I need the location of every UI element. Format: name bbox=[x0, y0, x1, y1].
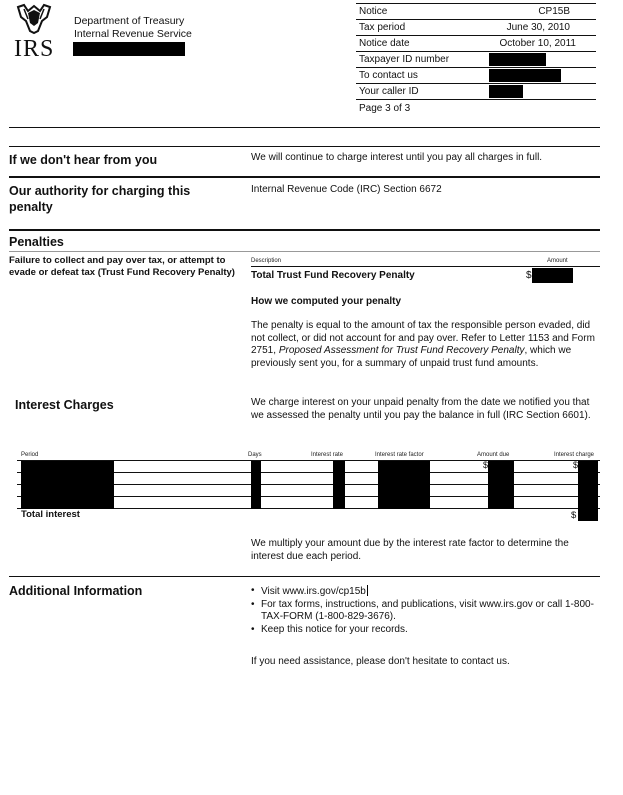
amount-due-currency: $ bbox=[483, 460, 489, 470]
notice-label: Notice bbox=[359, 6, 388, 17]
redacted-address bbox=[73, 42, 185, 56]
redacted-days bbox=[251, 461, 261, 509]
taxpayer-id-row bbox=[356, 52, 596, 68]
irs-logo bbox=[14, 3, 56, 62]
text-cursor-icon bbox=[367, 585, 368, 596]
redacted-periods bbox=[21, 461, 114, 509]
service-name: Internal Revenue Service bbox=[74, 28, 192, 40]
bullet-visit-irs bbox=[261, 585, 596, 599]
department-name: Department of Treasury bbox=[74, 15, 185, 27]
total-interest-currency: $ bbox=[571, 510, 577, 521]
bullet-tax-forms: • For tax forms, instructions, and publications, visit www.irs.gov or call 1-800-TAX-FORM (1-800-829-3676). bbox=[261, 599, 596, 624]
eagle-emblem-icon bbox=[14, 3, 54, 35]
additional-list bbox=[251, 585, 596, 636]
penalties-subtitle: Failure to collect and pay over tax, or attempt to evade or defeat tax (Trust Fund Recovery Penalty) bbox=[9, 255, 235, 278]
redacted-penalty-amount bbox=[532, 268, 573, 283]
interest-footnote: We multiply your amount due by the interest rate factor to determine the interest due each period. bbox=[251, 538, 569, 562]
redacted-contact bbox=[489, 69, 561, 82]
tax-period-value: June 30, 2010 bbox=[506, 22, 570, 33]
notice-date-row bbox=[356, 36, 596, 52]
irs-logo-text: IRS bbox=[14, 36, 55, 62]
total-penalty-label: Total Trust Fund Recovery Penalty bbox=[251, 270, 415, 281]
total-interest-label: Total interest bbox=[21, 509, 80, 520]
col-days: Days bbox=[248, 452, 262, 458]
interest-text: We charge interest on your unpaid penalty from the date we notified you that we assessed the penalty until you pay the balance in full (IRC Section 6601). bbox=[251, 397, 591, 421]
contact-row bbox=[356, 68, 596, 84]
col-period: Period bbox=[21, 452, 39, 458]
how-text-part1: The penalty is equal to the amount of tax the responsible person evaded, did not collect, or did not account for and pay over. Refer to Letter 1153 and Form 2751, bbox=[251, 320, 595, 356]
redacted-rate-factors bbox=[378, 461, 430, 509]
total-penalty-currency: $ bbox=[526, 270, 532, 281]
divider-penalties-sub bbox=[9, 251, 600, 252]
taxpayer-id-label: Taxpayer ID number bbox=[359, 54, 450, 65]
col-description-header: Description bbox=[251, 258, 282, 264]
redacted-interest-rates bbox=[333, 461, 345, 509]
caller-id-label: Your caller ID bbox=[359, 86, 419, 97]
redacted-taxpayer-id bbox=[489, 53, 546, 66]
notice-date-label: Notice date bbox=[359, 38, 410, 49]
visit-link[interactable]: Visit www.irs.gov/cp15b bbox=[261, 586, 366, 597]
no-hear-text: We will continue to charge interest until you pay all charges in full. bbox=[251, 152, 543, 163]
closing-text: If you need assistance, please don't hesitate to contact us. bbox=[251, 656, 510, 667]
divider-authority bbox=[9, 176, 600, 178]
divider-penalties bbox=[9, 229, 600, 231]
contact-label: To contact us bbox=[359, 70, 418, 81]
redacted-amounts-due bbox=[488, 461, 514, 509]
divider-additional bbox=[9, 576, 600, 577]
col-interest-rate: Interest rate bbox=[311, 452, 344, 458]
redacted-caller-id bbox=[489, 85, 523, 98]
notice-value: CP15B bbox=[538, 6, 570, 17]
interest-charge-currency: $ bbox=[573, 460, 579, 470]
col-interest-charge: Interest charge bbox=[554, 452, 595, 458]
no-hear-title: If we don't hear from you bbox=[9, 153, 158, 167]
notice-row bbox=[356, 3, 596, 20]
authority-text: Internal Revenue Code (IRC) Section 6672 bbox=[251, 184, 442, 195]
divider-no-hear bbox=[9, 146, 600, 147]
tax-period-row bbox=[356, 20, 596, 36]
how-computed-title: How we computed your penalty bbox=[251, 296, 402, 307]
additional-title: Additional Information bbox=[9, 584, 143, 598]
caller-id-row bbox=[356, 84, 596, 100]
notice-info-table bbox=[356, 3, 596, 114]
col-amount-due: Amount due bbox=[477, 452, 510, 458]
col-amount-header: Amount bbox=[547, 258, 568, 264]
penalties-title: Penalties bbox=[9, 235, 64, 249]
how-computed-text bbox=[251, 320, 596, 370]
page-number: Page 3 of 3 bbox=[359, 103, 411, 114]
tax-period-label: Tax period bbox=[359, 22, 406, 33]
penalty-header-rule bbox=[251, 266, 600, 267]
authority-title: Our authority for charging this penalty bbox=[9, 184, 191, 214]
bullet-keep-notice: • Keep this notice for your records. bbox=[261, 624, 596, 637]
notice-date-value: October 10, 2011 bbox=[499, 38, 576, 49]
interest-title: Interest Charges bbox=[15, 398, 114, 412]
how-text-part2: , which we previously sent you, for a summary of unpaid trust fund amounts. bbox=[251, 345, 572, 369]
additional-bullets bbox=[251, 585, 596, 636]
redacted-interest-charges bbox=[578, 461, 598, 521]
agency-name bbox=[74, 15, 192, 41]
col-rate-factor: Interest rate factor bbox=[375, 452, 424, 458]
form-title-italic: Proposed Assessment for Trust Fund Recovery Penalty bbox=[278, 345, 525, 356]
divider-top bbox=[9, 127, 600, 128]
